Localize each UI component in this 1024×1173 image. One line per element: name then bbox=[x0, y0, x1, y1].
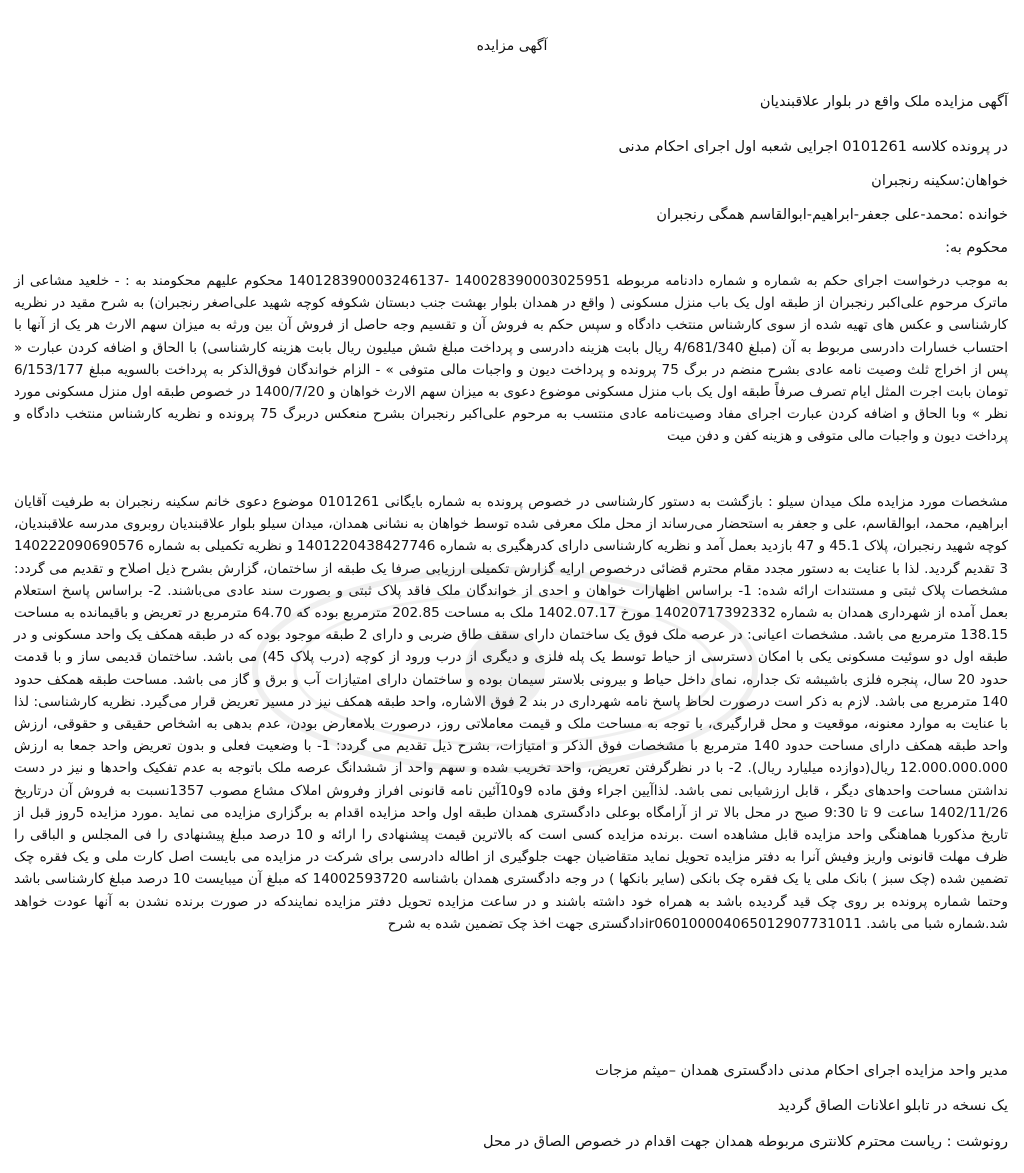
property-specs-paragraph: مشخصات مورد مزایده ملک میدان سیلو : بازگشت به دستور کارشناسی در خصوص پرونده به شماره بایگانی 0101261 موضوع دعوی خانم سکینه رنجبران به طرفیت آقایان ابراهیم، محمد، ابوالقاسم، علی و جعفر به استحضار می‌رساند از محل ملک معرفی شده توسط خواهان به نشانی همدان، میدان سیلو بلوار علاقبندیان روبروی مدرسه علاقبندیان، کوچه شهید رنجبران، پلاک 45.1 و 47 بازدید بعمل آمد و نظریه کارشناسی دارای کدرهگیری به شماره 140122043842774​6 و نظریه تکمیلی به شماره 140222090690576​3 تقدیم گردید. لذا با عنایت به دستور مجدد مقام محترم قضائی درخصوص ارایه گزارش تکمیلی ارزیابی صرفا یک طبقه از ساختمان، گزارش بشرح ذیل اصلاح و تقدیم می گردد: مشخصات پلاک ثبتی و مستندات ارائه شده: 1- براساس اظهارات خواهان و احدی از خواندگان ملک فاقد پلاک ثبتی و بصورت سند عادی می‌باشند. 2- براساس پاسخ استعلام بعمل آمده از شهرداری همدان به شماره 14020717392332 مورخ 1402.07.17 ملک به مساحت 202.85 مترمربع بوده که 64.70 مترمربع در تعریض و باقیمانده به مساحت 138.15 مترمربع می باشد. مشخصات اعیانی: در عرصه ملک فوق یک ساختمان دارای سقف طاق ضربی و دارای 2 طبقه موجود بوده که در طبقه همکف یک واحد مسکونی و در طبقه اول دو سوئیت مسکونی یکی با امکان دسترسی از حیاط توسط یک پله فلزی و دیگری از درب ورود از کوچه (درب پلاک 45) می باشد. ساختمان قدیمی ساز و با قدمت حدود 20 سال، پنجره فلزی باشیشه تک جداره، نمای داخل حیاط و بیرونی بلاستر سیمان بوده و ساختمان دارای امتیازات آب و برق و گاز می باشد. مساحت طبقه همکف حدود 140 مترمربع می باشد. لازم به ذکر است درصورت لحاظ پاسخ نامه شهرداری در بند 2 فوق الاشاره، واحد طبقه همکف نیز در مسیر تعریض قرار می‌گیرد. نظریه کارشناسی: لذا با عنایت به موارد معنونه، موقعیت و محل قرارگیری، با توجه به مساحت ملک و قیمت معاملاتی روز، درصورت بلامعارض بودن، عدم بدهی به اشخاص حقیقی و حقوقی، ارزش واحد طبقه همکف دارای مساحت حدود 140 مترمربع با مشخصات فوق الذکر و امتیازات، بشرح ذیل تقدیم می گردد: 1- با وضعیت فعلی و بدون تعریض واحد جمعا به ارزش 12.000.000.000 ریال(دوازده میلیارد ریال). 2- با در نظرگرفتن تعریض، واحد تخریب شده و سهم واحد از ششدانگ عرصه ملک باتوجه به عدم تفکیک واحدها و نیز در دست نداشتن مساحت واحدهای دیگر ، قابل ارزشیابی نمی باشد. لذاآیین اجراء وفق ماده 9و10آئین نامه قانونی افراز وفروش املاک مشاع مصوب 1357نسبت به فروش آن درتاریخ 1402/11/26 ساعت 9 تا 9:30 صبح در محل بالا تر از آرامگاه بوعلی دادگستری همدان طبقه اول واحد مزایده اقدام به برگزاری مزایده می نماید .مورد مزایده 5روز قبل از تاریخ مذکوربا هماهنگی واحد مزایده قابل مشاهده است .برنده مزایده کسی است که بالاترین قیمت پیشنهادی را ارائه و 10 درصد مبلغ پیشنهادی را فی المجلس و الباقی را ظرف مهلت قانونی واریز وفیش آنرا به دفتر مزایده تحویل نماید متقاضیان جهت جلوگیری از اطاله دادرسی برای شرکت در مزایده می بایست اصل کارت ملی و یک فقره چک تضمین شده (چک سبز ) بانک ملی یا یک فقره چک بانکی (سایر بانکها ) در وجه دادگستری همدان باشناسه 14002593720 که مبلغ آن میبایست 10 درصد مبلغ کارشناسی باشد وحتما شماره پرونده بر روی چک قید گردیده باشد به همراه خود داشته باشند و در ساعت مزایده تحویل دفتر مزایده نمایندکه در صورت برنده نشدن به آنها عودت خواهد شد.شماره شبا می باشد. ir060100004065012907731011دادگستری جهت اخذ چک تضمین شده به شرح bbox=[14, 494, 1009, 932]
copy-to-note: رونوشت : ریاست محترم کلانتری مربوطه همدان جهت اقدام در خصوص الصاق در محل bbox=[482, 1134, 1008, 1150]
signature-line: مدیر واحد مزایده اجرای احکام مدنی دادگستری همدان –میثم مزجات bbox=[595, 1063, 1008, 1079]
convicted-label: محکوم به: bbox=[945, 240, 1008, 256]
posting-note: یک نسخه در تابلو اعلانات الصاق گردید bbox=[777, 1098, 1008, 1114]
page-title: آگهی مزایده bbox=[476, 38, 548, 54]
notice-subject: آگهی مزایده ملک واقع در بلوار علاقبندیان bbox=[759, 94, 1008, 110]
plaintiff-line: خواهان:سکینه رنجبران bbox=[871, 173, 1008, 189]
file-number-line: در پرونده کلاسه 0101261 اجرایی شعبه اول اجرای احکام مدنی bbox=[618, 139, 1008, 155]
defendants-line: خوانده :محمد-علی جعفر-ابراهیم-ابوالقاسم همگی رنجبران bbox=[656, 207, 1008, 223]
judgment-paragraph: به موجب درخواست اجرای حکم به شماره و شماره دادنامه مربوطه 140028390003025951 -140128390003246137 محکوم علیهم محکومند به : - خلعید مشاعی از ماترک مرحوم علی‌اکبر رنجبران از طبقه اول یک باب منزل مسکونی ( واقع در همدان بلوار بهشت جنب دبستان شکوفه کوچه شهید علی‌اصغر رنجبران) به شرح مقید در نظریه کارشناسی و عکس های تهیه شده از سوی کارشناس منتخب دادگاه و سپس حکم به فروش آن و تقسیم وجه حاصل از فروش آن بین ورثه به میزان سهم الارث هر یک از آنها با احتساب خسارات دادرسی مربوط به آن (مبلغ 4/681/340 ریال بابت هزینه دادرسی و پرداخت مبلغ شش میلیون ریال بابت هزینه کارشناسی) با الحاق و اضافه کردن عبارت « پس از اخراج ثلث وصیت نامه عادی بشرح منضم در برگ 75 پرونده و پرداخت دیون و واجبات مالی متوفی » - الزام خواندگان فوق‌الذکر به پرداخت بالسویه مبلغ 6/153/177 تومان بابت اجرت المثل ایام تصرف صرفاً طبقه اول یک باب منزل مسکونی موضوع دعوی به میزان سهم الارث خواهان و 1400/7/20 در خصوص طبقه اول منزل مسکونی مورد نظر » وبا الحاق و اضافه کردن عبارت اجرای مفاد وصیت‌نامه عادی منتسب به مرحوم علی‌اکبر رنجبران بشرح منعکس دربرگ 75 پرونده و نظریه کارشناس منتخب دادگاه و پرداخت دیون و واجبات مالی متوفی و هزینه کفن و دفن میت bbox=[14, 273, 1009, 445]
